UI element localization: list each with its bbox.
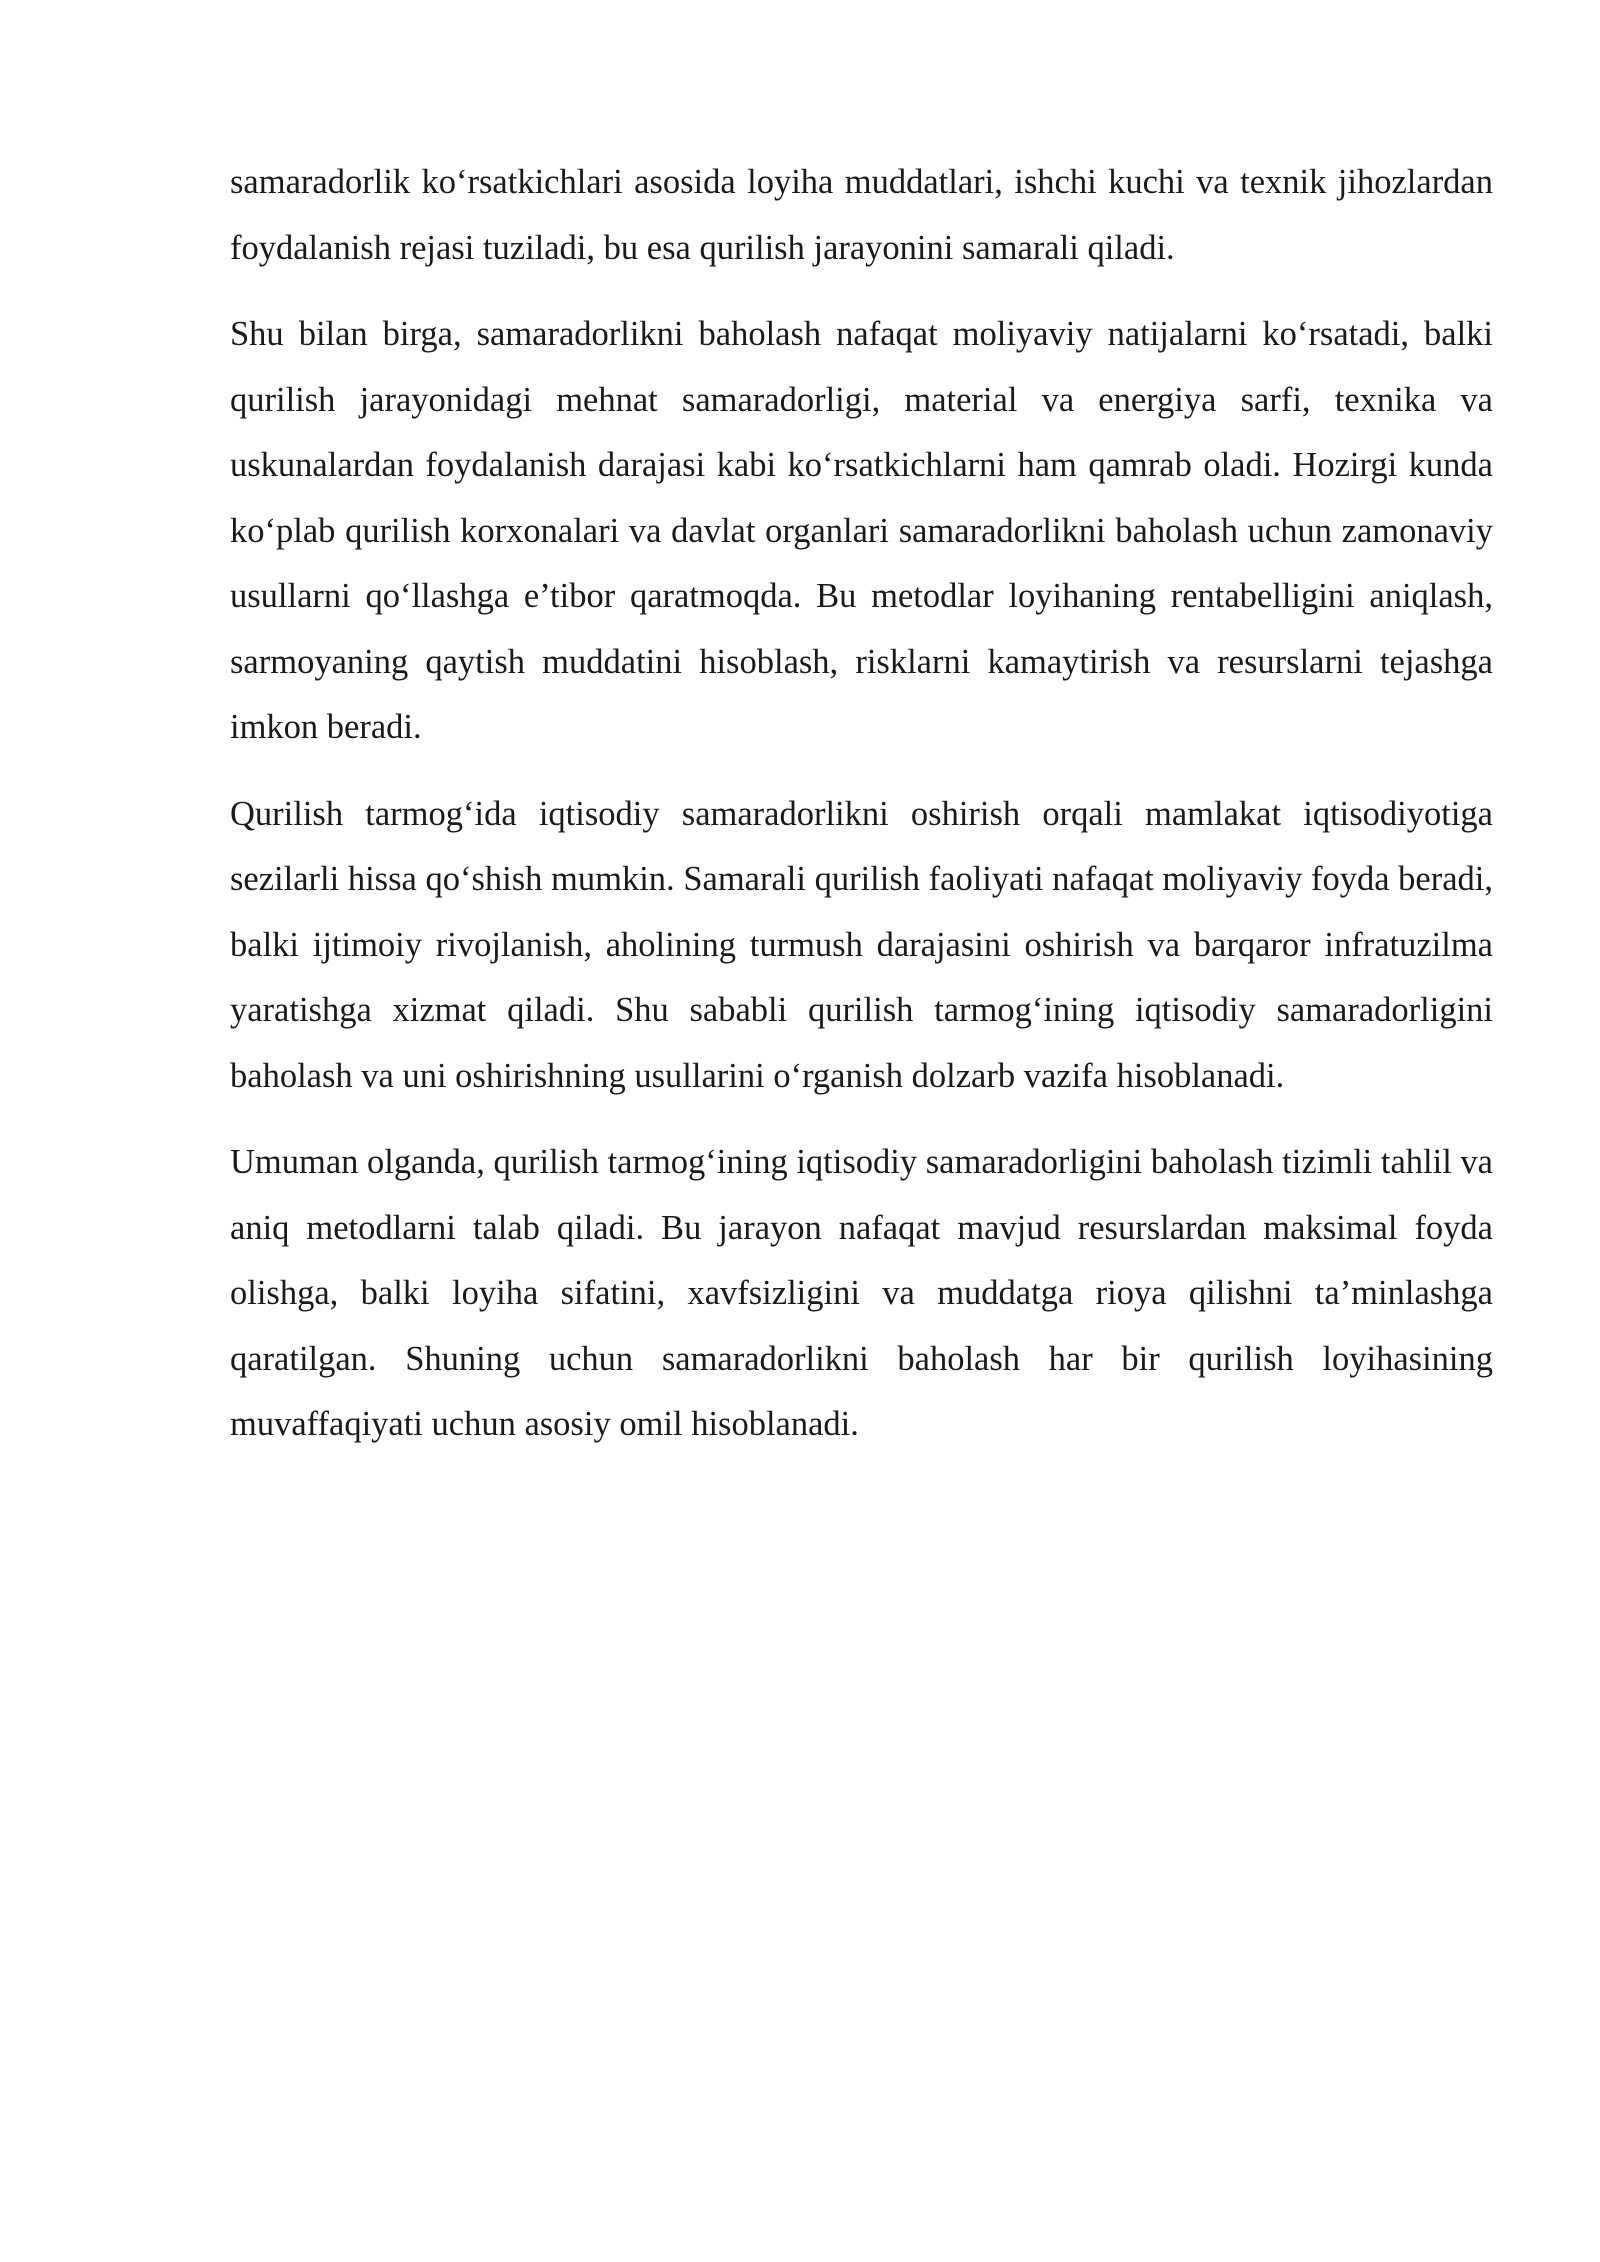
document-body (230, 150, 1493, 1479)
paragraph-2: Shu bilan birga, samaradorlikni baholash nafaqat moliyaviy natijalarni ko‘rsatadi, balki qurilish jarayonidagi mehnat samaradorligi, material va energiya sarfi, texnika va uskunalardan foydalanish darajasi kabi ko‘rsatkichlarni ham qamrab oladi. Hozirgi kunda ko‘plab qurilish korxonalari va davlat organlari samaradorlikni baholash uchun zamonaviy usullarni qo‘llashga e’tibor qaratmoqda. Bu metodlar loyihaning rentabelligini aniqlash, sarmoyaning qaytish muddatini hisoblash, risklarni kamaytirish va resurslarni tejashga imkon beradi. (230, 315, 1493, 746)
paragraph-4: Umuman olganda, qurilish tarmog‘ining iqtisodiy samaradorligini baholash tizimli tahlil va aniq metodlarni talab qiladi. Bu jarayon nafaqat mavjud resurslardan maksimal foyda olishga, balki loyiha sifatini, xavfsizligini va muddatga rioya qilishni ta’minlashga qaratilgan. Shuning uchun samaradorlikni baholash har bir qurilish loyihasining muvaffaqiyati uchun asosiy omil hisoblanadi. (230, 1143, 1493, 1443)
paragraph-1: samaradorlik ko‘rsatkichlari asosida loyiha muddatlari, ishchi kuchi va texnik jihozlardan foydalanish rejasi tuziladi, bu esa qurilish jarayonini samarali qiladi. (230, 163, 1493, 267)
paragraph-3: Qurilish tarmog‘ida iqtisodiy samaradorlikni oshirish orqali mamlakat iqtisodiyotiga sezilarli hissa qo‘shish mumkin. Samarali qurilish faoliyati nafaqat moliyaviy foyda beradi, balki ijtimoiy rivojlanish, aholining turmush darajasini oshirish va barqaror infratuzilma yaratishga xizmat qiladi. Shu sababli qurilish tarmog‘ining iqtisodiy samaradorligini baholash va uni oshirishning usullarini o‘rganish dolzarb vazifa hisoblanadi. (230, 794, 1493, 1095)
